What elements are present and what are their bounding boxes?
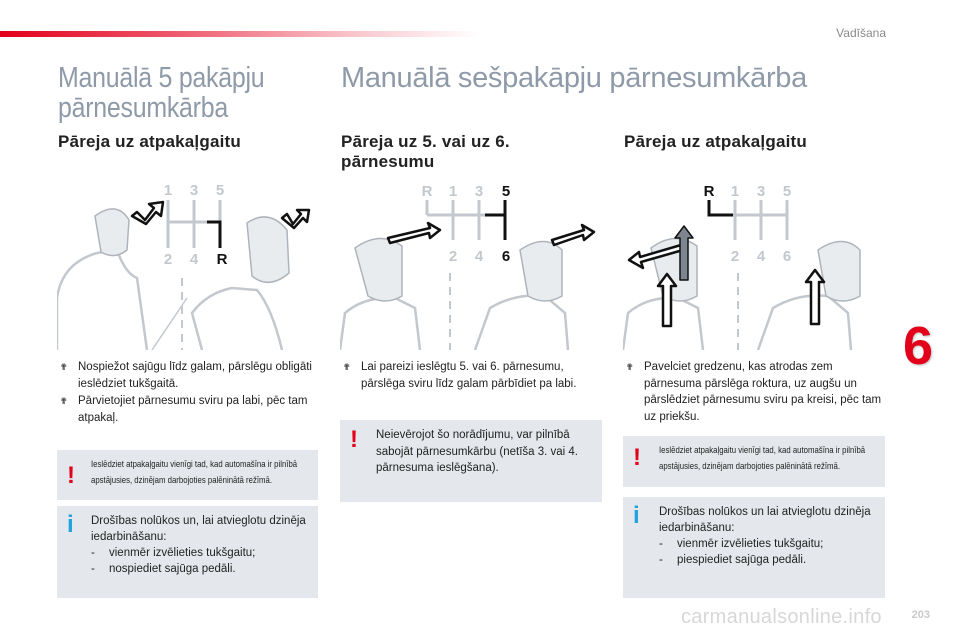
gear-shift-diagram: [57, 178, 319, 350]
header-accent-bar: [0, 31, 480, 37]
instruction-text: Nospiežot sajūgu līdz galam, pārslēgu obligāti ieslēdziet tukšgaitā.: [78, 361, 312, 390]
bullet-icon: ✟: [60, 396, 68, 406]
instruction-text: Lai pareizi ieslēgtu 5. vai 6. pārnesumu, pārslēga sviru līdz galam pārbīdiet pa labi.: [361, 361, 577, 390]
gear-label: R: [421, 183, 433, 200]
third-info-box: [623, 497, 885, 598]
info-item: [91, 561, 311, 577]
gear-shift-diagram: [623, 178, 885, 350]
warning-text: Ieslēdziet atpakaļgaitu vienīgi tad, kad automašīna ir pilnībā apstājusies, dzinējam darbojoties palēninātā režīmā.: [659, 445, 866, 472]
info-icon: i: [633, 502, 640, 529]
middle-warning-box: [340, 420, 602, 502]
instruction-item: [341, 359, 603, 392]
gear-label: 2: [163, 251, 173, 268]
info-intro: Drošības nolūkos un, lai atvieglotu dzinēja iedarbināšanu:: [91, 515, 306, 543]
gear-label: 1: [730, 183, 740, 200]
dash-marker: -: [91, 547, 95, 559]
instruction-text: Pārvietojiet pārnesumu sviru pa labi, pēc tam atpakaļ.: [78, 395, 308, 424]
instruction-item: [58, 393, 316, 426]
bullet-icon: ✟: [626, 362, 634, 372]
gear-label: 4: [189, 251, 199, 268]
left-subtitle: Pāreja uz atpakaļgaitu: [58, 132, 241, 151]
gear-label: 3: [189, 182, 199, 199]
instruction-text: Pavelciet gredzenu, kas atrodas zem pārnesuma pārslēga roktura, uz augšu un pārslēdziet pārnesumu sviru pa kreisi, pēc tam uz priekšu.: [644, 361, 882, 423]
six-speed-fifth-sixth-illustration: [340, 178, 602, 350]
left-info-box: [57, 506, 318, 598]
gear-label: 2: [730, 248, 740, 265]
info-text: [659, 504, 879, 568]
chapter-number: 6: [903, 316, 934, 376]
info-item: [659, 552, 879, 568]
instruction-item: [624, 359, 886, 425]
gear-label: 6: [782, 248, 792, 265]
page-number: 203: [911, 609, 930, 621]
gear-label: 1: [163, 182, 173, 199]
gear-label-highlight: R: [216, 251, 228, 268]
gear-label-highlight: 5: [501, 183, 511, 200]
third-subtitle: Pāreja uz atpakaļgaitu: [624, 132, 807, 151]
gear-label-highlight: R: [703, 183, 715, 200]
gear-shift-diagram: [340, 178, 602, 350]
bullet-icon: ✟: [343, 362, 351, 372]
instruction-item: [58, 359, 316, 392]
left-warning-box: [57, 450, 318, 500]
info-item: [91, 545, 311, 561]
dash-marker: -: [91, 563, 95, 575]
info-item-text: nospiediet sajūga pedāli.: [109, 563, 236, 575]
warning-text: Ieslēdziet atpakaļgaitu vienīgi tad, kad automašīna ir pilnībā apstājusies, dzinējam darbojoties palēninātā režīmā.: [91, 459, 298, 486]
middle-instruction-list: [341, 359, 603, 393]
left-instruction-list: [58, 359, 316, 427]
info-item-text: vienmēr izvēlieties tukšgaitu;: [677, 538, 824, 550]
bullet-icon: ✟: [60, 362, 68, 372]
warning-icon: !: [350, 426, 358, 453]
dash-marker: -: [659, 538, 663, 550]
info-item-text: piespiediet sajūga pedāli.: [677, 554, 807, 566]
gear-label: 5: [782, 183, 792, 200]
left-title: Manuālā 5 pakāpju pārnesumkārba: [58, 62, 265, 124]
gear-label: 4: [756, 248, 766, 265]
gear-label: 4: [474, 248, 484, 265]
warning-icon: !: [67, 462, 75, 489]
gear-label: 3: [474, 183, 484, 200]
watermark-text: carmanualsonline.info: [681, 606, 882, 628]
right-title: Manuālā sešpakāpju pārnesumkārba: [341, 62, 807, 94]
third-warning-box: [623, 436, 885, 487]
middle-subtitle: Pāreja uz 5. vai uz 6. pārnesumu: [341, 132, 510, 171]
info-intro: Drošības nolūkos un lai atvieglotu dzinēja iedarbināšanu:: [659, 506, 871, 534]
dash-marker: -: [659, 554, 663, 566]
gear-label: 5: [215, 182, 225, 199]
third-instruction-list: [624, 359, 886, 426]
gear-label: 1: [448, 183, 458, 200]
gear-label: 2: [448, 248, 458, 265]
six-speed-reverse-illustration: [623, 178, 885, 350]
info-item-text: vienmēr izvēlieties tukšgaitu;: [109, 547, 256, 559]
gear-label-highlight: 6: [501, 248, 511, 265]
info-icon: i: [67, 511, 74, 538]
warning-text: Neievērojot šo norādījumu, var pilnībā sabojāt pārnesumkārbu (netīša 3. vai 4. pārnesuma ieslēgšana).: [376, 429, 579, 474]
five-speed-reverse-illustration: [57, 178, 319, 350]
info-item: [659, 536, 879, 552]
gear-label: 3: [756, 183, 766, 200]
warning-icon: !: [633, 444, 641, 471]
info-text: [91, 513, 311, 577]
section-label: Vadīšana: [836, 26, 886, 40]
